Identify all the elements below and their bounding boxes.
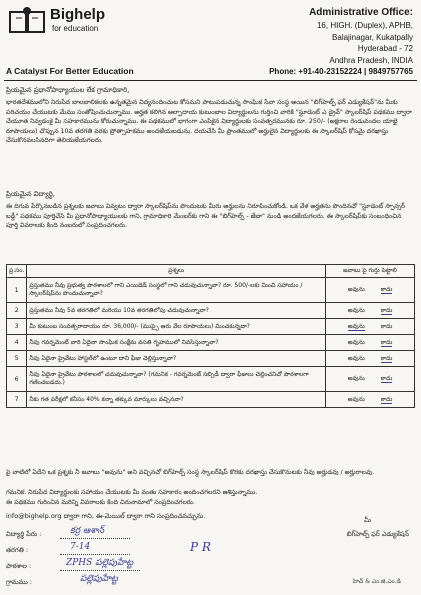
office-line: Andhra Pradesh, INDIA [329, 55, 413, 65]
question-text: ప్రస్తుతము నీవు ప్రభుత్వ పాఠశాలలో గాని ఎయిడెడ్ సంస్థలో గాని చదువుచున్నావా? రూ. 500/-లకు మించి సహాయం / స్కాలర్‌షిప్‌ను పొందుచున్నావా? [27, 278, 326, 303]
question-text: ప్రస్తుతము నీవు 5వ తరగతిలో మరియు 10వ తరగతిలోపు చదువుచున్నావా? [27, 303, 326, 319]
school-value[interactable]: ZPHS పల్లెపుహేట్ట [66, 558, 134, 568]
letter-paragraph-1: భారతదేశములోని నిరుపేద బాలబాలికలకు ఉన్నతమైన విద్యనందించుట కోసమని పాటుపడుచున్న సాంఘిక సేవా సంస్థ అయిన "బిగ్‌హెల్ప్ ఫర్ ఎడ్యుకేషన్"ను మీకు పరిచయం చేయుటకు మేము సంతోషించుచున్నాము. అర్హత కలిగిన ఆల్పాదాయ కుటుంబాల విద్యార్థులను గుర్తించి వారికి "స్టూడెంట్ ఎ డ్రైవ్" స్కాలర్‌షిప్ పథకము ద్వారా చేయూత నివ్వడంకై మీ సహకారమును కోరుచున్నాము. ఈ పథకములో భాగంగా ఎంపికైన విద్యార్థులకు సంవత్సరమునకు రూ. 250/- (అక్షరాల రెండువందల యాభై రూపాయలు) చొప్పున 10వ తరగతి వరకు ప్రోత్సాహకము అందజేయబడును. దయచేసి మీ ప్రాంతములో అర్హులైన విద్యార్థులకు ఈ స్కాలర్‌షిప్ కోసమై దరఖాస్తు చేసుకొనవలసినదిగా తెలియజేయగలరు. [6, 99, 412, 145]
office-phone: Phone: +91-40-23152224 | 9849757765 [269, 67, 413, 76]
column-header-answer: జవాబు పై గుర్తు పెట్టాలి [326, 265, 415, 278]
bighelp-logo-icon [8, 6, 46, 36]
answer-cell[interactable] [326, 319, 415, 335]
note-remark: గమనిక: నిరుపేద విద్యార్థులకు సహాయం చేయుటకు మీ వంతు సహకారం అందించగలరని ఆశిస్తున్నాము. [6, 489, 258, 496]
column-header-number: ప్ర.సం. [7, 265, 27, 278]
signature-org: బిగ్‌హెల్ప్ ఫర్ ఎడ్యుకేషన్ [346, 530, 409, 538]
office-address [269, 6, 413, 78]
questions-table [6, 264, 415, 408]
question-number: 3 [7, 319, 27, 335]
student-name-line [60, 538, 130, 539]
table-row [7, 335, 415, 351]
office-line: Hyderabad - 72 [357, 44, 413, 53]
question-number: 2 [7, 303, 27, 319]
question-number: 1 [7, 278, 27, 303]
class-line [60, 554, 130, 555]
initials-mark: P R [190, 540, 211, 554]
office-line: 16, HIGH. (Duplex), APHB, [316, 21, 413, 30]
no-option[interactable]: కాదు [380, 286, 393, 293]
no-option[interactable]: కాదు [380, 354, 393, 362]
table-row [7, 278, 415, 303]
signature-mark: మీ [364, 516, 371, 524]
answer-cell[interactable] [326, 367, 415, 392]
no-option[interactable]: కాదు [380, 395, 393, 403]
village-value[interactable]: పల్లెపుహేట్ట [80, 574, 119, 584]
question-text: నీవు గవర్నమెంట్ వారి ఏదైనా సాంఘిక సంక్షేమ వసతి గృహములో నివసిస్తున్నావా? [27, 335, 326, 351]
question-number: 7 [7, 392, 27, 408]
office-title: Administrative Office: [309, 7, 413, 18]
answer-cell[interactable] [326, 335, 415, 351]
no-option[interactable]: కాదు [380, 375, 393, 382]
table-row [7, 319, 415, 335]
no-option[interactable]: కాదు [380, 338, 393, 346]
brand-name: Bighelp [50, 6, 105, 23]
table-row [7, 351, 415, 367]
yes-option[interactable]: అవును [347, 395, 365, 403]
answer-cell[interactable] [326, 278, 415, 303]
school-line [60, 570, 140, 571]
brand-subtitle: for education [52, 24, 99, 33]
yes-option[interactable]: అవును [347, 338, 365, 346]
yes-option[interactable]: అవును [347, 286, 365, 293]
answer-cell[interactable] [326, 392, 415, 408]
column-header-question: ప్రశ్నలు [27, 265, 326, 278]
note-contact: ఈ పథకము గురించిన మరిన్ని వివరాలకు కింది చిరునామాలో సంప్రదించగలరు. [6, 499, 195, 506]
header-divider [4, 80, 417, 81]
answer-cell[interactable] [326, 351, 415, 367]
table-row [7, 303, 415, 319]
question-number: 6 [7, 367, 27, 392]
tagline: A Catalyst For Better Education [6, 66, 134, 76]
table-row [7, 392, 415, 408]
class-value[interactable]: 7-14 [70, 542, 91, 552]
question-number: 4 [7, 335, 27, 351]
yes-option[interactable]: అవును [347, 306, 365, 314]
stamp-text: హెచ్ & ఎం.జి.ఎం.డి [352, 578, 401, 585]
student-salutation: ప్రియమైన విద్యార్థి, [6, 190, 55, 198]
table-row [7, 367, 415, 392]
eligibility-note: పై వాటిలో ఏదేని ఒక ప్రశ్నకు నీ జవాబు "అవును" అని వచ్చినచో బిగ్‌హెల్ప్ సంస్థ స్కాలర్‌షిప్ కొరకు దరఖాస్తు చేసుకొనుటకు నీవు అర్హుడవు / అర్హురాలవు. [6, 469, 375, 476]
no-option[interactable]: కాదు [380, 322, 393, 330]
question-text: నీవు ఏదైనా ప్రైవేటు హాస్టల్‌లో ఉంటూ దాని ఫీజు చెల్లిస్తున్నావా? [27, 351, 326, 367]
question-text: నీవు ఏదైనా ప్రైవేటు పాఠశాలలో చదువుచున్నావా? (గమనిక - గవర్నమెంట్ సబ్సిడీ ద్వారా ఫీజులు చెల్లించనిచో పాఠశాలగా గణించబడదు.) [27, 367, 326, 392]
table-header-row [7, 265, 415, 278]
no-option[interactable]: కాదు [380, 306, 393, 314]
village-label: గ్రామము : [6, 578, 33, 586]
school-label: పాఠశాల : [6, 562, 32, 570]
class-label: తరగతి : [6, 546, 29, 554]
answer-cell[interactable] [326, 303, 415, 319]
yes-option[interactable]: అవును [347, 375, 365, 382]
question-number: 5 [7, 351, 27, 367]
email-line: info@bighelp.org ద్వారా గాని, ఈ-మెయిల్ ద్వారా గాని సంప్రదించవచ్చును. [6, 512, 206, 520]
question-text: మీ కుటుంబ సంవత్సరాదాయం రూ. 36,000/- (ముప్పై ఆరు వేల రూపాయలు) మించకున్నదా? [27, 319, 326, 335]
salutation: ప్రియమైన ప్రధానోపాధ్యాయుల లేక గ్రామాధికారి, [6, 86, 130, 94]
letter-paragraph-2: ఈ దిగువ పేర్కొనబడిన ప్రశ్నలకు జవాబు వివ్వటం ద్వారా స్కాలర్‌షిప్‌ను పొందుటకు మీరు అర్హులను నిరూపించుకోండి. ఒక వేళ అర్హతను పొందినచో "స్టూడెంట్ స్పాన్సర్ బడ్డీ" పథకము పూర్తిచేసి మీ ప్రధానోపాధ్యాయులకు గాని, గ్రామాధికారి మేంబర్‌కు గాని ఈ "బిగ్‌హెల్ప్ - జేబా" నుండి అందజేయగలరు. ఈ స్కాలర్‌షిప్‌కు సంబంధించిన పూర్తి వివరాలకు కింది నంబరులో సంప్రదించగలరు. [6, 203, 405, 230]
student-name-label: విద్యార్థి పేరు : [6, 530, 42, 538]
question-text: నీకు గత పరీక్షలో కనీసం 40% కన్నా తక్కువ మార్కులు వచ్చినవా? [27, 392, 326, 408]
yes-option[interactable]: అవును [347, 354, 365, 362]
student-name-value[interactable]: కర్ర ఆశాన్ [70, 526, 105, 536]
yes-option[interactable]: అవును [347, 322, 365, 330]
office-line: Balajinagar, Kukatpally [332, 32, 413, 42]
